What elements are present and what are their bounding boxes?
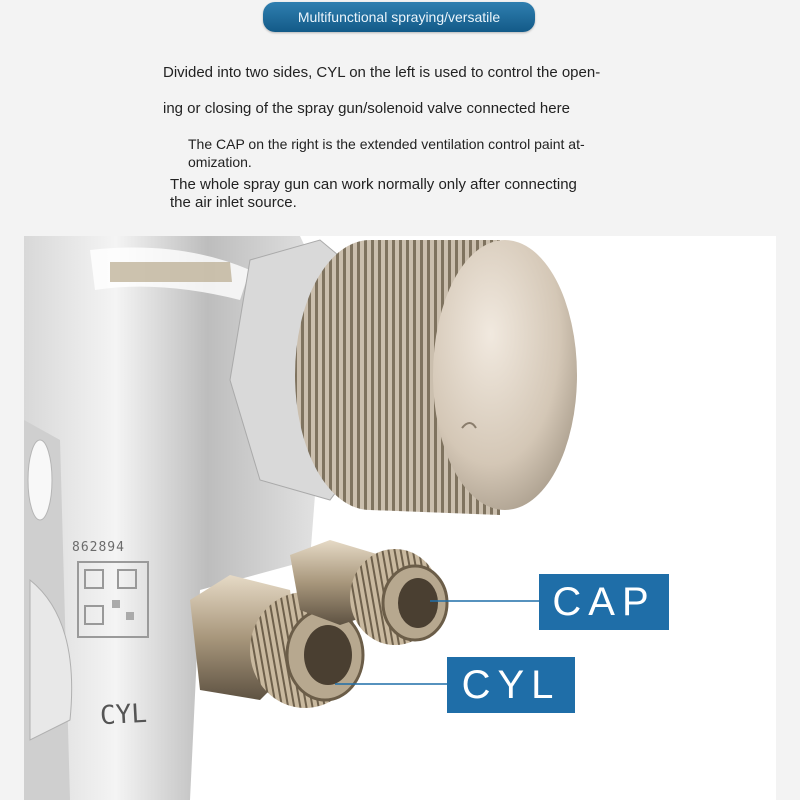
description-line-1: Divided into two sides, CYL on the left is used to control the open- (163, 64, 601, 81)
cyl-callout-label: CYL (447, 657, 575, 713)
description-line-3b: omization. (188, 154, 252, 170)
body-stamp-cyl: CYL (99, 698, 148, 732)
description-line-4 (170, 176, 577, 212)
description-line-4b: the air inlet source. (170, 194, 297, 211)
cap-callout-label: CAP (539, 574, 669, 630)
description-line-3 (188, 135, 585, 171)
banner-label: Multifunctional spraying/versatile (297, 9, 501, 25)
description-line-4a: The whole spray gun can work normally only after connecting (170, 176, 577, 193)
section-banner (263, 2, 535, 32)
description-line-3a: The CAP on the right is the extended ventilation control paint at- (188, 136, 585, 152)
description-line-2: ing or closing of the spray gun/solenoid valve connected here (163, 100, 570, 117)
serial-number: 862894 (72, 540, 125, 555)
